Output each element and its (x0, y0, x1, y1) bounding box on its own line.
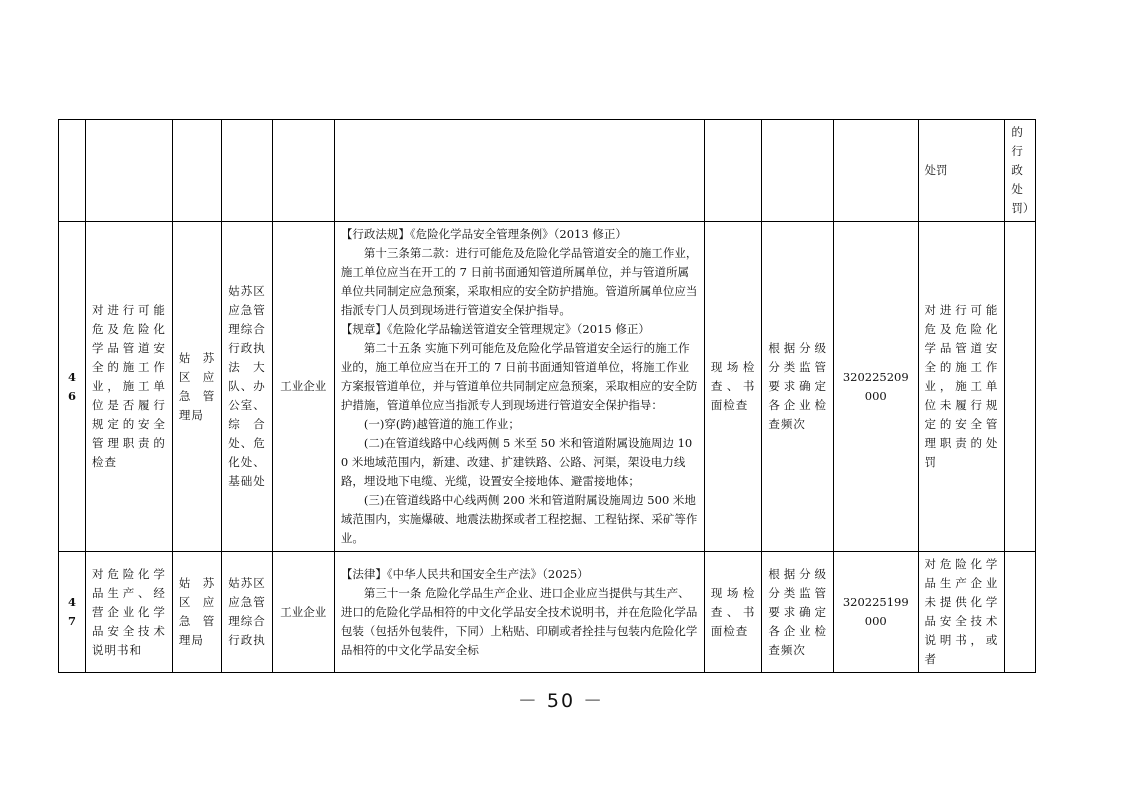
cell-code: 320225199000 (833, 552, 918, 673)
table-row-continued (59, 120, 1036, 222)
cell-result: 对进行可能危及危险化学品管道安全的施工作业，施工单位未履行规定的安全管理职责的处罚 (918, 222, 1005, 552)
cell-item (86, 120, 173, 222)
cell-method: 现场检查、书面检查 (704, 222, 762, 552)
cell-unit: 姑苏区应急管理综合行政执 (222, 552, 272, 673)
basis-paragraph: (一)穿(跨)越管道的施工作业； (363, 417, 520, 431)
table-row (59, 552, 1036, 673)
cell-no: 46 (59, 222, 86, 552)
basis-paragraph: (二)在管道线路中心线两侧 5 米至 50 米和管道附属设施周边 100 米地域范围内，新建、改建、扩建铁路、公路、河渠，架设电力线路，埋设地下电缆、光缆，设置安全接地体、避雷接地体； (340, 436, 693, 488)
cell-object: 工业企业 (272, 552, 334, 673)
cell-object: 工业企业 (272, 222, 334, 552)
cell-basis (334, 120, 704, 222)
cell-frequency (762, 120, 834, 222)
cell-remark: 的行政处罚） (1005, 120, 1036, 222)
cell-dept: 姑苏区应急管理局 (172, 552, 221, 673)
cell-remark (1005, 222, 1036, 552)
basis-paragraph: 第三十一条 危险化学品生产企业、进口企业应当提供与其生产、进口的危险化学品相符的中文化学品安全技术说明书，并在危险化学品包装（包括外包装件，下同）上粘贴、印刷或者拴挂与包装内危险化学品相符的中文化学品安全标 (340, 585, 698, 657)
cell-no: 47 (59, 552, 86, 673)
cell-no (59, 120, 86, 222)
basis-paragraph: (三)在管道线路中心线两侧 200 米和管道附属设施周边 500 米地域范围内，实施爆破、地震法勘探或者工程挖掘、工程钻探、采矿等作业。 (340, 493, 698, 545)
cell-method: 现场检查、书面检查 (704, 552, 762, 673)
cell-item: 对进行可能危及危险化学品管道安全的施工作业，施工单位是否履行规定的安全管理职责的检查 (86, 222, 173, 552)
basis-paragraph: 第二十五条 实施下列可能危及危险化学品管道安全运行的施工作业的，施工单位应当在开工的 7 日前书面通知管道单位，将施工作业方案报管道单位，并与管道单位共同制定应急预案，采取相应的安全防护措施，管道单位应当指派专人到现场进行管道安全保护指导： (340, 341, 698, 412)
cell-dept (172, 120, 221, 222)
cell-frequency: 根据分级分类监管要求确定各企业检查频次 (762, 552, 834, 673)
cell-method (704, 120, 762, 222)
cell-unit (222, 120, 272, 222)
cell-unit: 姑苏区应急管理综合行政执法大队、办公室、综合处、危化处、基础处 (222, 222, 272, 552)
cell-result: 处罚 (918, 120, 1005, 222)
basis-paragraph: 第十三条第二款：进行可能危及危险化学品管道安全的施工作业，施工单位应当在开工的 7 日前书面通知管道所属单位，并与管道所属单位共同制定应急预案，采取相应的安全防护措施。管道所属单位应当指派专门人员到现场进行管道安全保护指导。 (340, 246, 698, 317)
cell-basis (334, 222, 704, 552)
cell-result: 对危险化学品生产企业未提供化学品安全技术说明书，或者 (918, 552, 1005, 673)
basis-heading: 【行政法规】《危险化学品安全管理条例》（2013 修正） (340, 227, 627, 241)
cell-dept: 姑苏区应急管理局 (172, 222, 221, 552)
cell-code (833, 120, 918, 222)
cell-object (272, 120, 334, 222)
cell-frequency: 根据分级分类监管要求确定各企业检查频次 (762, 222, 834, 552)
enforcement-table (58, 119, 1036, 673)
cell-code: 320225209000 (833, 222, 918, 552)
cell-remark (1005, 552, 1036, 673)
basis-heading: 【规章】《危险化学品输送管道安全管理规定》（2015 修正） (340, 322, 650, 336)
table-row (59, 222, 1036, 552)
basis-heading: 【法律】《中华人民共和国安全生产法》（2025） (340, 566, 589, 581)
cell-basis (334, 552, 704, 673)
page-number: － 50 － (517, 690, 605, 712)
cell-item: 对危险化学品生产、经营企业化学品安全技术说明书和 (86, 552, 173, 673)
